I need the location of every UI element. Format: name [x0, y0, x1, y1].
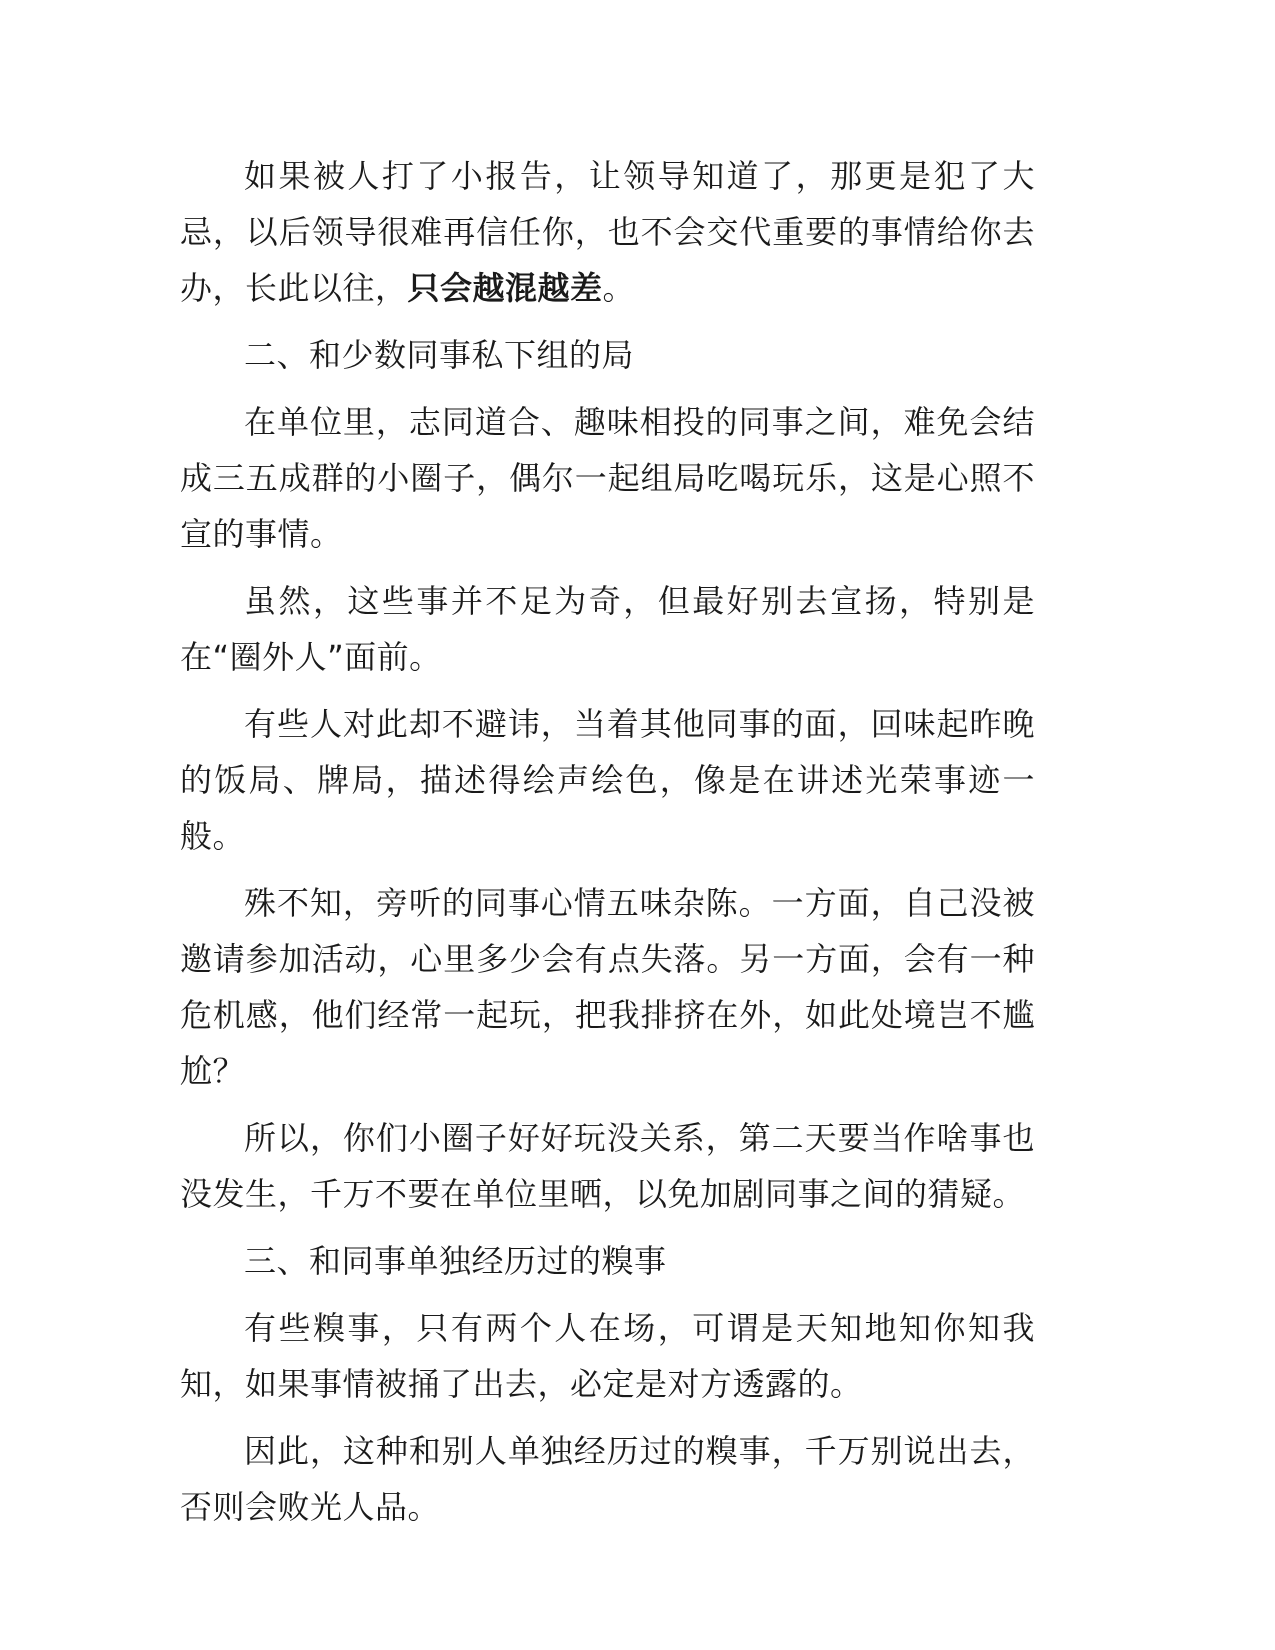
- paragraph-10: 因此，这种和别人单独经历过的糗事，千万别说出去，否则会败光人品。: [180, 1432, 1035, 1526]
- section-heading-2: 二、和少数同事私下组的局: [244, 336, 635, 374]
- document-body: [180, 148, 1035, 1546]
- paragraph-6: 殊不知，旁听的同事心情五味杂陈。一方面，自己没被邀请参加活动，心里多少会有点失落。另一方面，会有一种危机感，他们经常一起玩，把我排挤在外，如此处境岂不尴尬？: [180, 884, 1035, 1090]
- paragraph-9: 有些糗事，只有两个人在场，可谓是天知地知你知我知，如果事情被捅了出去，必定是对方透露的。: [180, 1309, 1035, 1403]
- section-heading-3: 三、和同事单独经历过的糗事: [244, 1242, 667, 1280]
- paragraph-4: 虽然，这些事并不足为奇，但最好别去宣扬，特别是在“圈外人”面前。: [180, 582, 1035, 676]
- paragraph-1-bold-text: 只会越混越差: [407, 269, 603, 307]
- paragraph-3: 在单位里，志同道合、趣味相投的同事之间，难免会结成三五成群的小圈子，偶尔一起组局吃喝玩乐，这是心照不宣的事情。: [180, 403, 1035, 553]
- paragraph-1: [180, 148, 1035, 316]
- paragraph-1-end: 。: [602, 269, 636, 307]
- paragraph-5: 有些人对此却不避讳，当着其他同事的面，回味起昨晚的饭局、牌局，描述得绘声绘色，像是在讲述光荣事迹一般。: [180, 705, 1035, 855]
- paragraph-1-text: 如果被人打了小报告，让领导知道了，那更是犯了大忌，以后领导很难再信任你，也不会交代重要的事情给你去办，长此以往，: [180, 157, 1035, 307]
- paragraph-7: 所以，你们小圈子好好玩没关系，第二天要当作啥事也没发生，千万不要在单位里晒，以免加剧同事之间的猜疑。: [180, 1119, 1035, 1213]
